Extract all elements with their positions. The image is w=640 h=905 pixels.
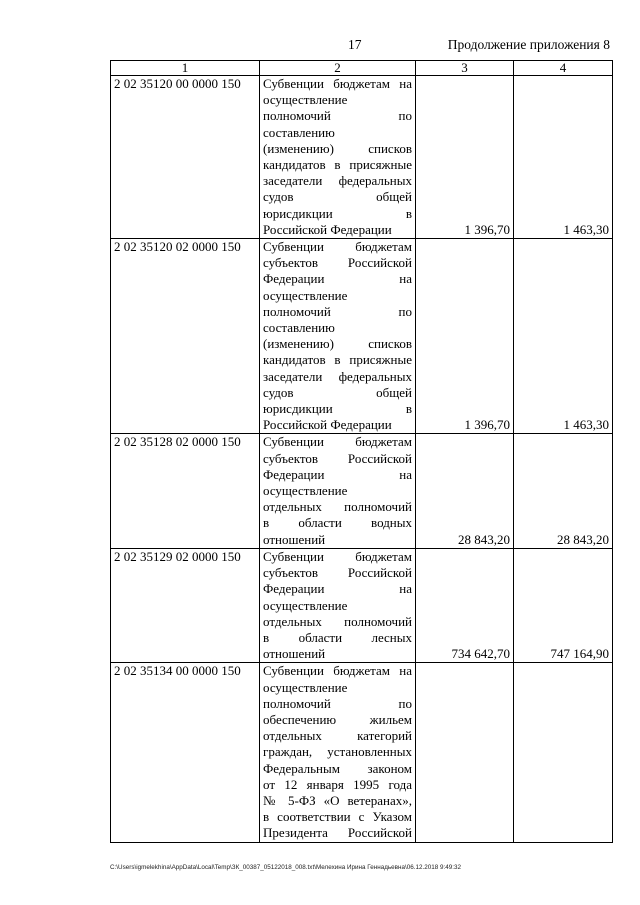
description-line: Президента Российской <box>263 825 412 841</box>
continuation-label: Продолжение приложения 8 <box>447 37 610 52</box>
document-table <box>110 60 613 843</box>
description-line: отношений <box>263 531 326 547</box>
description-line: Федерации на <box>263 466 412 482</box>
description-cell <box>260 434 416 548</box>
column-number: 3 <box>416 61 514 76</box>
description-cell <box>260 548 416 662</box>
table-row <box>111 239 613 434</box>
description-cell <box>260 76 416 239</box>
description-line: осуществление <box>263 287 348 303</box>
description-line: в области водных <box>263 515 412 531</box>
value-column-3-cell <box>416 663 514 842</box>
page-number: 17 <box>348 37 362 52</box>
description-line: юрисдикции в <box>263 205 412 221</box>
description-line: № 5-ФЗ «О ветеранах», <box>263 792 412 808</box>
description-line: Российской Федерации <box>263 417 392 433</box>
description-line: юрисдикции в <box>263 401 412 417</box>
value-column-4-cell <box>514 663 613 842</box>
description-line: заседатели федеральных <box>263 368 412 384</box>
description-line: (изменению) списков <box>263 140 412 156</box>
description-line: в соответствии с Указом <box>263 809 412 825</box>
description-line: Субвенции бюджетам на <box>263 76 412 91</box>
value-column-3-cell: 1 396,70 <box>416 76 514 239</box>
description-line: субъектов Российской <box>263 255 412 271</box>
description-line: Субвенции бюджетам <box>263 239 412 255</box>
description-line: кандидатов в присяжные <box>263 352 412 368</box>
column-number: 2 <box>260 61 416 76</box>
description-line: Субвенции бюджетам <box>263 434 412 450</box>
description-line: Федерации на <box>263 271 412 287</box>
description-cell <box>260 239 416 434</box>
value-column-3-cell: 1 396,70 <box>416 239 514 434</box>
description-line: субъектов Российской <box>263 450 412 466</box>
value-column-4-cell: 1 463,30 <box>514 239 613 434</box>
description-line: Субвенции бюджетам на <box>263 663 412 679</box>
file-path-footer: C:\Users\igmelekhina\AppData\Local\Temp\ЗК_00387_05122018_008.txt\Мелехина Ирина Геннадьевна\06.12.2018 9:49:32 <box>110 864 462 871</box>
description-line: судов общей <box>263 189 412 205</box>
description-line: Федеральным законом <box>263 760 412 776</box>
table-row <box>111 76 613 239</box>
budget-code-cell: 2 02 35134 00 0000 150 <box>111 663 260 842</box>
description-line: субъектов Российской <box>263 565 412 581</box>
column-number: 1 <box>111 61 260 76</box>
value-column-4-cell: 28 843,20 <box>514 434 613 548</box>
budget-code-cell: 2 02 35120 00 0000 150 <box>111 76 260 239</box>
value-column-3-cell: 28 843,20 <box>416 434 514 548</box>
description-line: кандидатов в присяжные <box>263 157 412 173</box>
budget-code-cell: 2 02 35129 02 0000 150 <box>111 548 260 662</box>
description-line: (изменению) списков <box>263 336 412 352</box>
value-column-3-cell: 734 642,70 <box>416 548 514 662</box>
table-row <box>111 434 613 548</box>
description-line: полномочий по <box>263 108 412 124</box>
description-line: отдельных полномочий <box>263 499 412 515</box>
description-line: отношений <box>263 646 326 662</box>
description-line: Федерации на <box>263 581 412 597</box>
description-line: полномочий по <box>263 303 412 319</box>
description-line: судов общей <box>263 384 412 400</box>
description-line: Субвенции бюджетам <box>263 548 412 564</box>
description-line: от 12 января 1995 года <box>263 776 412 792</box>
description-line: осуществление <box>263 679 348 695</box>
value-column-4-cell: 747 164,90 <box>514 548 613 662</box>
value-column-4-cell: 1 463,30 <box>514 76 613 239</box>
description-line: отдельных категорий <box>263 728 412 744</box>
description-line: граждан, установленных <box>263 744 412 760</box>
table-row <box>111 548 613 662</box>
description-line: составлению <box>263 320 335 336</box>
budget-code-cell: 2 02 35120 02 0000 150 <box>111 239 260 434</box>
description-line: полномочий по <box>263 695 412 711</box>
description-line: осуществление <box>263 597 348 613</box>
description-line: составлению <box>263 124 335 140</box>
description-line: осуществление <box>263 92 348 108</box>
description-line: в области лесных <box>263 629 412 645</box>
column-number-row <box>111 61 613 76</box>
table-row <box>111 663 613 842</box>
description-line: осуществление <box>263 483 348 499</box>
description-cell <box>260 663 416 842</box>
description-line: Российской Федерации <box>263 221 392 237</box>
column-number: 4 <box>514 61 613 76</box>
description-line: отдельных полномочий <box>263 613 412 629</box>
description-line: обеспечению жильем <box>263 711 412 727</box>
budget-code-cell: 2 02 35128 02 0000 150 <box>111 434 260 548</box>
description-line: заседатели федеральных <box>263 173 412 189</box>
